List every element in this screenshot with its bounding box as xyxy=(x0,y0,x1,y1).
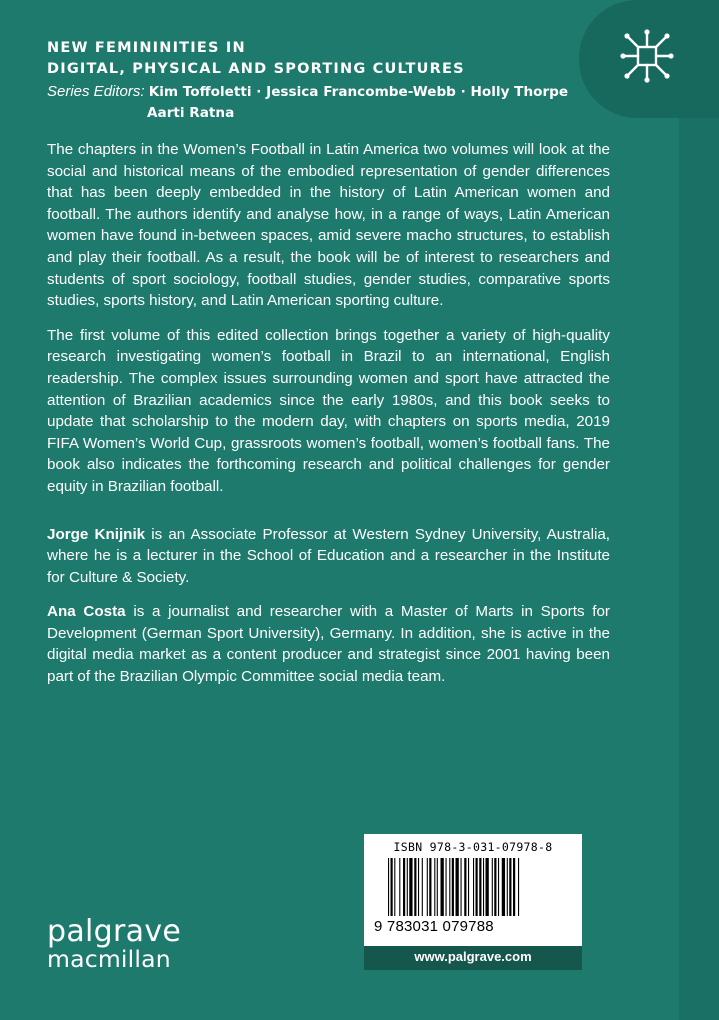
series-editors-names: Kim Toffoletti · Jessica Francombe-Webb · Holly Thorpe xyxy=(148,84,569,100)
publisher-logo-line2: macmillan xyxy=(47,945,171,973)
series-title-line1: NEW FEMININITIES IN xyxy=(47,40,246,56)
publisher-url: www.palgrave.com xyxy=(364,946,582,970)
blurb-paragraph-1: The chapters in the Women’s Football in Latin America two volumes will look at the social and historical means of the embodied representation of gender differences that has been deeply embedded in the history of Latin American women and football. The authors identify and analyse how, in a range of ways, Latin American women have found in-between spaces, amid severe macho structures, to establish and play their football. As a result, the book will be of interest to researchers and students of sport sociology, football studies, gender studies, comparative sports studies, sports history, and Latin American sporting culture. xyxy=(47,141,610,310)
blurb xyxy=(47,139,610,701)
blurb-paragraph-2: The first volume of this edited collection brings together a variety of high-quality research investigating women’s football in Brazil to an international, English readership. The complex issues surrounding women and sport have attracted the attention of Brazilian academics since the early 1980s, and this book seeks to update that scholarship to the modern day, with chapters on sports media, 2019 FIFA Women’s World Cup, grassroots women’s football, women’s football fans. The book also indicates the forthcoming research and political challenges for gender equity in Brazilian football. xyxy=(47,326,610,495)
series-title-line2: DIGITAL, PHYSICAL AND SPORTING CULTURES xyxy=(47,61,465,77)
author-bio-1-text: is an Associate Professor at Western Sydney University, Australia, where he is a lecturer in the School of Education and a researcher in the Institute for Culture & Society. xyxy=(47,525,610,586)
series-editors-names-continued: Aarti Ratna xyxy=(147,105,235,121)
publisher-logo-line1: palgrave xyxy=(47,914,182,949)
author-name-1: Jorge Knijnik xyxy=(47,525,146,543)
isbn-digits: 9 783031 079788 xyxy=(374,918,494,935)
series-editors-label: Series Editors: xyxy=(47,83,145,100)
series-header xyxy=(47,38,607,124)
author-bio-2 xyxy=(47,601,610,687)
author-name-2: Ana Costa xyxy=(47,603,126,621)
author-bio-1 xyxy=(47,524,610,589)
spine-edge xyxy=(679,0,719,1020)
barcode-icon xyxy=(388,858,564,924)
palgrave-network-logo-icon xyxy=(619,28,675,84)
publisher-logo xyxy=(47,914,182,973)
author-bio-2-text: is a journalist and researcher with a Master of Marts in Sports for Development (German Sport University), Germany. In addition, she is active in the digital media market as a content producer and strategist since 2001 having been part of the Brazilian Olympic Committee social media team. xyxy=(47,603,610,686)
isbn-barcode-box xyxy=(364,834,582,946)
series-editors xyxy=(47,81,607,124)
isbn-label: ISBN 978-3-031-07978-8 xyxy=(393,840,553,854)
